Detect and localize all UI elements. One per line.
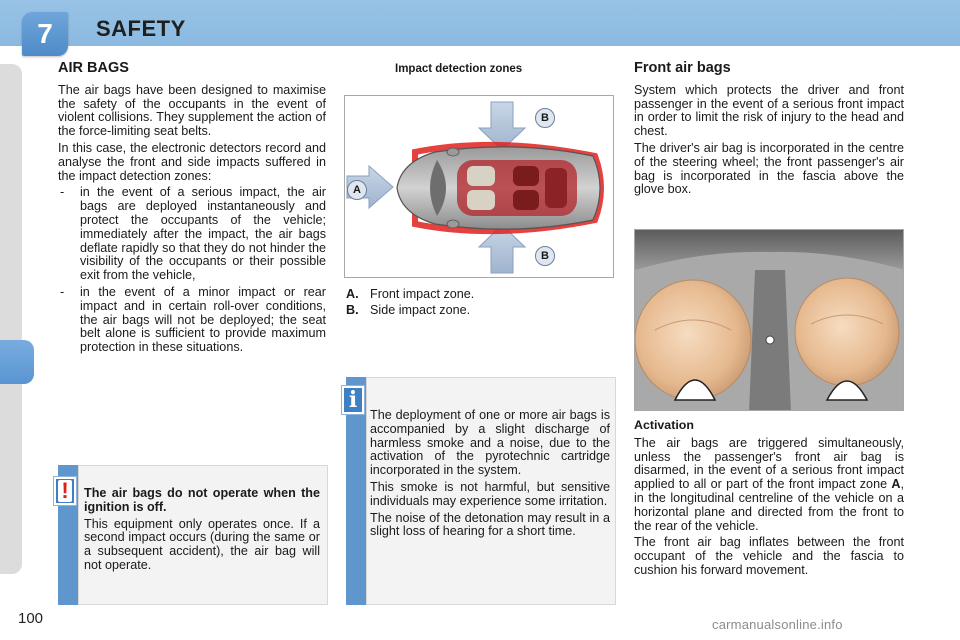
section-heading-airbags: AIR BAGS [58,60,129,76]
figure-title: Impact detection zones [395,63,523,75]
watermark-text: carmanualsonline.info [712,617,843,632]
deployed-airbags-illustration [634,229,904,411]
legend-text-b: Side impact zone. [370,303,471,317]
front-airbags-paragraph-1: System which protects the driver and front passenger in the event of a serious front impact in order to limit the risk of injury to the head and chest. [634,82,904,139]
page-number: 100 [18,610,44,627]
chapter-tab [22,12,68,56]
figure-legend [346,286,606,318]
bullet-item: - in the event of a serious impact, the air bags are deployed instantaneously and protect the occupants of the vehicle; immediately after the impact, the air bags deflate rapidly so that they do not hinder the visibility of the occupants or their possible exit from the vehicle, [60,185,326,283]
info-icon: i [342,386,364,414]
warning-note [58,465,328,605]
intro-paragraph-1: The air bags have been designed to maximise the safety of the occupants in the event of violent collisions. They supplement the action of the force-limiting seat belts. [58,82,326,139]
legend-text-a: Front impact zone. [370,287,475,301]
chapter-number: 7 [37,18,53,49]
intro-paragraph-2: In this case, the electronic detectors record and analyse the front and side impacts suffered in the impact detection zones: [58,140,326,183]
chapter-sidebar [0,64,22,574]
activation-heading: Activation [634,418,694,432]
zone-marker-b-top: B [535,108,555,128]
zone-marker-a: A [347,180,367,200]
warning-text: This equipment only operates once. If a second impact occurs (during the same or a subsequent accident), the air bag will not operate. [84,516,320,572]
activation-column [634,419,904,581]
info-note [346,377,616,605]
legend-item [346,286,606,302]
bullet-text-1: in the event of a serious impact, the air bags are deployed instantaneously and protect the occupants of the vehicle; immediately after the impact, the air bags deflate rapidly so that they do not hinder the visibility of the occupants or their possible exit from the vehicle, [80,185,326,283]
info-paragraph-2: This smoke is not harmful, but sensitive individuals may experience some irritation. [370,479,610,508]
front-airbags-paragraph-2: The driver's air bag is incorporated in the centre of the steering wheel; the front passenger's air bag is incorporated in the fascia above the glove box. [634,140,904,197]
deployed-airbags-image [635,230,904,411]
warning-title: The air bags do not operate when the ignition is off. [84,486,320,514]
impact-zones-illustration [344,95,614,278]
front-airbags-column [634,62,904,200]
legend-key-a: A. [346,287,359,301]
zone-marker-b-bottom: B [535,246,555,266]
warning-icon: ! [54,477,76,505]
activation-paragraph-1: The air bags are triggered simultaneously, unless the passenger's front air bag is disarmed, in the event of a serious front impact applied to all or part of the front impact zone A, in the longitudinal centreline of the vehicle on a horizontal plane and directed from the front to the rear of the vehicle. [634,435,904,533]
legend-item [346,302,606,318]
airbags-intro-column [58,62,326,358]
legend-key-b: B. [346,303,359,317]
activation-paragraph-2: The front air bag inflates between the front occupant of the vehicle and the fascia to cushion his forward movement. [634,535,904,577]
page-title: SAFETY [96,16,186,41]
sidebar-active-tab[interactable] [0,340,34,384]
info-paragraph-3: The noise of the detonation may result in a slight loss of hearing for a short time. [370,510,610,539]
bullet-item: - in the event of a minor impact or rear impact and in certain roll-over conditions, the air bags will not be deployed; the seat belt alone is sufficient to provide maximum protection in these situations. [60,284,326,355]
car-top-view-image [345,96,614,278]
bullet-text-2: in the event of a minor impact or rear impact and in certain roll-over conditions, the air bags will not be deployed; the seat belt alone is sufficient to provide maximum protection in these situations. [80,284,326,355]
section-heading-front-airbags: Front air bags [634,60,731,76]
info-paragraph-1: The deployment of one or more air bags is accompanied by a slight discharge of harmless smoke and a noise, due to the activation of the pyrotechnic cartridge incorporated in the system. [370,408,610,478]
